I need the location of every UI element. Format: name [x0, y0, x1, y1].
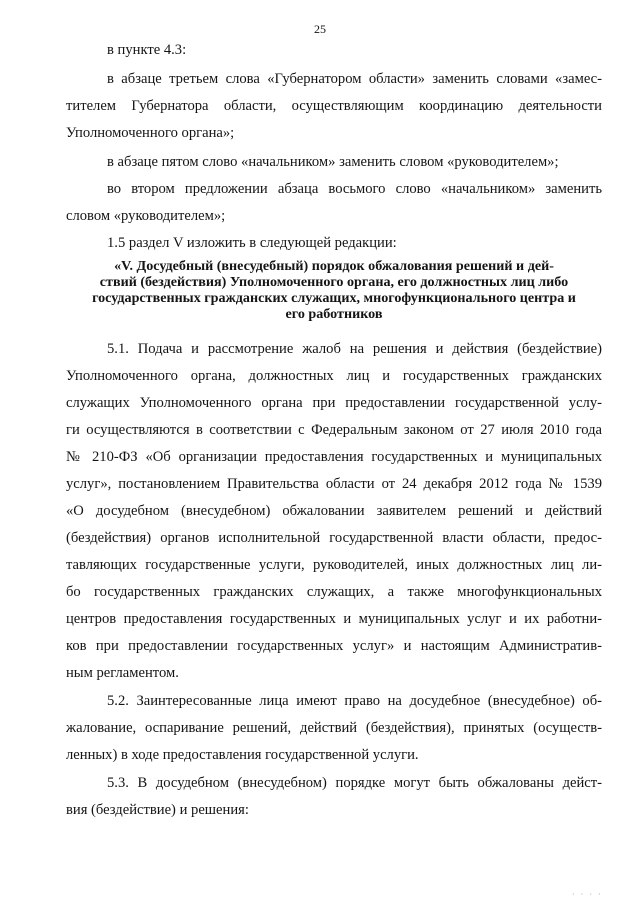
text-line: ным регламентом.	[66, 665, 179, 681]
scan-artifact: · · · ·	[572, 890, 603, 899]
text-line: Уполномоченного органа, должностных лиц и государственных гражданских	[66, 368, 602, 384]
section-heading-line: «V. Досудебный (внесудебный) порядок обжалования решений и дей-	[114, 258, 554, 274]
text-line: ков при предоставлении государственных услуг» и настоящим Административ-	[66, 638, 602, 654]
text-line: в абзаце третьем слова «Губернатором области» заменить словами «замес-	[107, 71, 602, 87]
text-line: вия (бездействие) и решения:	[66, 802, 249, 818]
text-line: Уполномоченного органа»;	[66, 125, 235, 141]
text-line: «О досудебном (внесудебном) обжаловании заявителем решений и действий	[66, 503, 602, 519]
page-number: 25	[314, 22, 326, 36]
text-line: тавляющих государственные услуги, руководителей, иных должностных лиц ли-	[66, 557, 602, 573]
text-line: (бездействия) органов исполнительной государственной власти области, предос-	[66, 530, 602, 546]
text-line: ги осуществляются в соответствии с Федеральным законом от 27 июля 2010 года	[66, 422, 602, 438]
text-line: 1.5 раздел V изложить в следующей редакции:	[107, 235, 397, 251]
text-line: во втором предложении абзаца восьмого слово «начальником» заменить	[107, 181, 602, 197]
text-line: в пункте 4.3:	[107, 42, 187, 58]
text-line: центров предоставления государственных и муниципальных услуг и их работни-	[66, 611, 602, 627]
text-line: 5.2. Заинтересованные лица имеют право на досудебное (внесудебное) об-	[107, 693, 602, 709]
text-line: услуг», постановлением Правительства области от 24 декабря 2012 года № 1539	[66, 476, 602, 492]
text-line: ленных) в ходе предоставления государственной услуги.	[66, 747, 419, 763]
section-heading-line: ствий (бездействия) Уполномоченного органа, его должностных лиц либо	[99, 274, 569, 290]
text-line: 5.1. Подача и рассмотрение жалоб на решения и действия (бездействие)	[107, 341, 602, 357]
text-line: 5.3. В досудебном (внесудебном) порядке могут быть обжалованы дейст-	[107, 775, 602, 791]
section-heading-line: государственных гражданских служащих, многофункционального центра и	[92, 290, 576, 306]
text-line: в абзаце пятом слово «начальником» заменить словом «руководителем»;	[107, 154, 559, 170]
text-line: словом «руководителем»;	[66, 208, 226, 224]
text-line: служащих Уполномоченного органа при предоставлении государственной услу-	[66, 395, 602, 411]
section-heading-line: его работников	[285, 306, 383, 322]
text-line: тителем Губернатора области, осуществляющим координацию деятельности	[66, 98, 602, 114]
text-line: жалование, оспаривание решений, действий (бездействия), принятых (осуществ-	[66, 720, 602, 736]
text-line: № 210-ФЗ «Об организации предоставления государственных и муниципальных	[66, 449, 602, 465]
text-line: бо государственных гражданских служащих, а также многофункциональных	[66, 584, 602, 600]
